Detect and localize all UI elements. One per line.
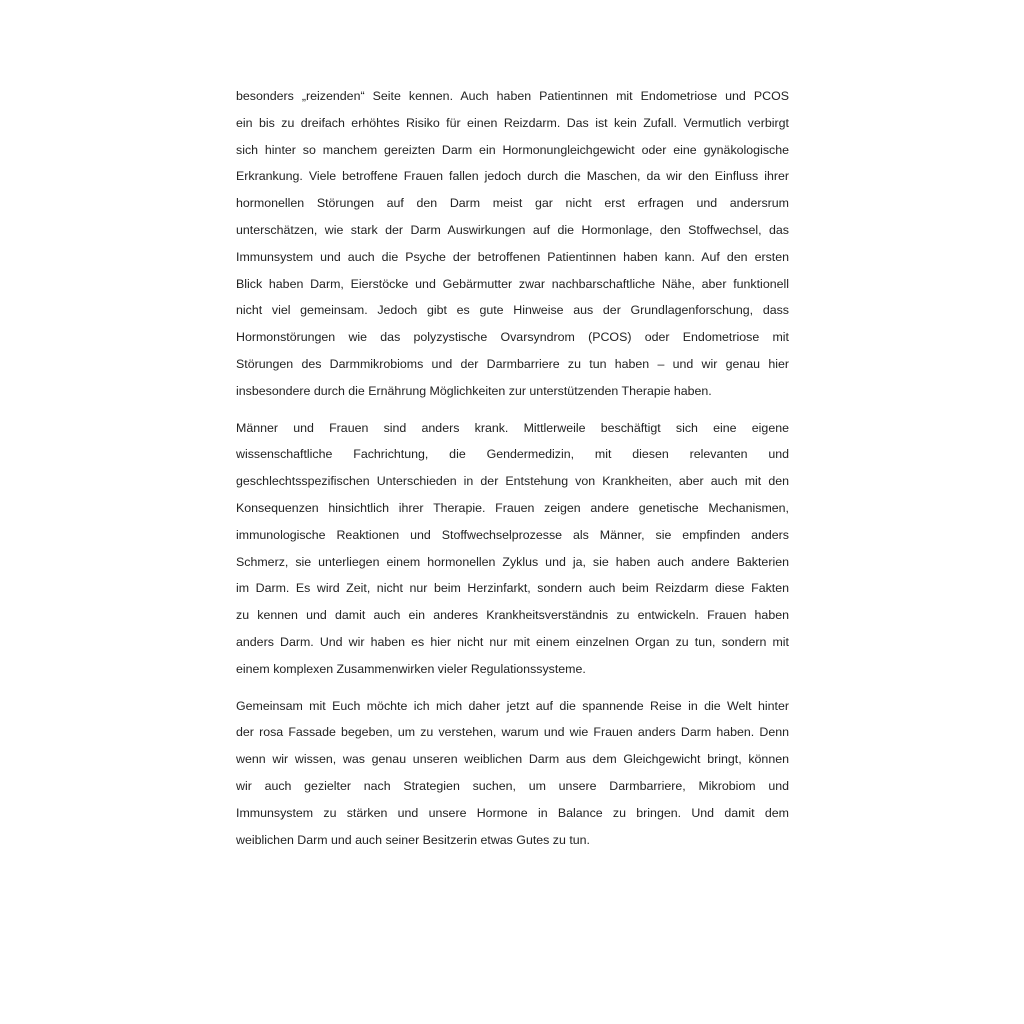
text-line: weiblichen Darm und auch seiner Besitzerin etwas Gutes zu tun. (236, 832, 590, 847)
text-line: einem komplexen Zusammenwirken vieler Regulationssysteme. (236, 661, 586, 676)
paragraph-1 (236, 83, 789, 405)
text-line: besonders „reizenden“ Seite kennen. Auch haben Patientinnen mit Endometriose und PCOS (236, 89, 789, 103)
text-line: Immunsystem zu stärken und unsere Hormone in Balance zu bringen. Und damit dem (236, 805, 789, 820)
paragraph-2 (236, 415, 789, 683)
text-line: Störungen des Darmmikrobioms und der Darmbarriere zu tun haben – und wir genau hier (236, 356, 789, 371)
text-line: wenn wir wissen, was genau unseren weiblichen Darm aus dem Gleichgewicht bringt, können (236, 752, 789, 767)
text-line: der rosa Fassade begeben, um zu verstehen, warum und wie Frauen anders Darm haben. Denn (236, 725, 789, 740)
text-line: ein bis zu dreifach erhöhtes Risiko für einen Reizdarm. Das ist kein Zufall. Vermutlich verbirgt (236, 115, 789, 130)
text-line: Männer und Frauen sind anders krank. Mittlerweile beschäftigt sich eine eigene (236, 420, 789, 435)
text-line: Blick haben Darm, Eierstöcke und Gebärmutter zwar nachbarschaftliche Nähe, aber funktionell (236, 276, 789, 291)
text-line: sich hinter so manchem gereizten Darm ein Hormonungleichgewicht oder eine gynäkologische (236, 142, 789, 157)
text-line: geschlechtsspezifischen Unterschieden in der Entstehung von Krankheiten, aber auch mit den (236, 474, 789, 489)
text-line: insbesondere durch die Ernährung Möglichkeiten zur unterstützenden Therapie haben. (236, 383, 712, 398)
text-line: Hormonstörungen wie das polyzystische Ovarsyndrom (PCOS) oder Endometriose mit (236, 330, 789, 345)
text-line: wissenschaftliche Fachrichtung, die Gendermedizin, mit diesen relevanten und (236, 447, 789, 462)
text-line: Schmerz, sie unterliegen einem hormonellen Zyklus und ja, sie haben auch andere Bakterien (236, 554, 789, 569)
text-line: im Darm. Es wird Zeit, nicht nur beim Herzinfarkt, sondern auch beim Reizdarm diese Fakten (236, 581, 789, 596)
text-line: Gemeinsam mit Euch möchte ich mich daher jetzt auf die spannende Reise in die Welt hinter (236, 698, 789, 713)
text-line: immunologische Reaktionen und Stoffwechselprozesse als Männer, sie empfinden anders (236, 527, 789, 542)
text-line: hormonellen Störungen auf den Darm meist gar nicht erst erfragen und andersrum (236, 196, 789, 211)
text-line: unterschätzen, wie stark der Darm Auswirkungen auf die Hormonlage, den Stoffwechsel, das (236, 222, 789, 237)
text-line: Erkrankung. Viele betroffene Frauen fallen jedoch durch die Maschen, da wir den Einfluss ihrer (236, 169, 789, 184)
text-line: Konsequenzen hinsichtlich ihrer Therapie. Frauen zeigen andere genetische Mechanismen, (236, 500, 789, 515)
text-column (236, 83, 789, 863)
text-line: wir auch gezielter nach Strategien suchen, um unsere Darmbarriere, Mikrobiom und (236, 778, 789, 793)
text-line: nicht viel gemeinsam. Jedoch gibt es gute Hinweise aus der Grundlagenforschung, dass (236, 303, 789, 318)
text-line: anders Darm. Und wir haben es hier nicht nur mit einem einzelnen Organ zu tun, sondern mit (236, 634, 789, 649)
text-line: Immunsystem und auch die Psyche der betroffenen Patientinnen haben kann. Auf den ersten (236, 249, 789, 264)
text-line: zu kennen und damit auch ein anderes Krankheitsverständnis zu entwickeln. Frauen haben (236, 608, 789, 623)
paragraph-3 (236, 693, 789, 854)
